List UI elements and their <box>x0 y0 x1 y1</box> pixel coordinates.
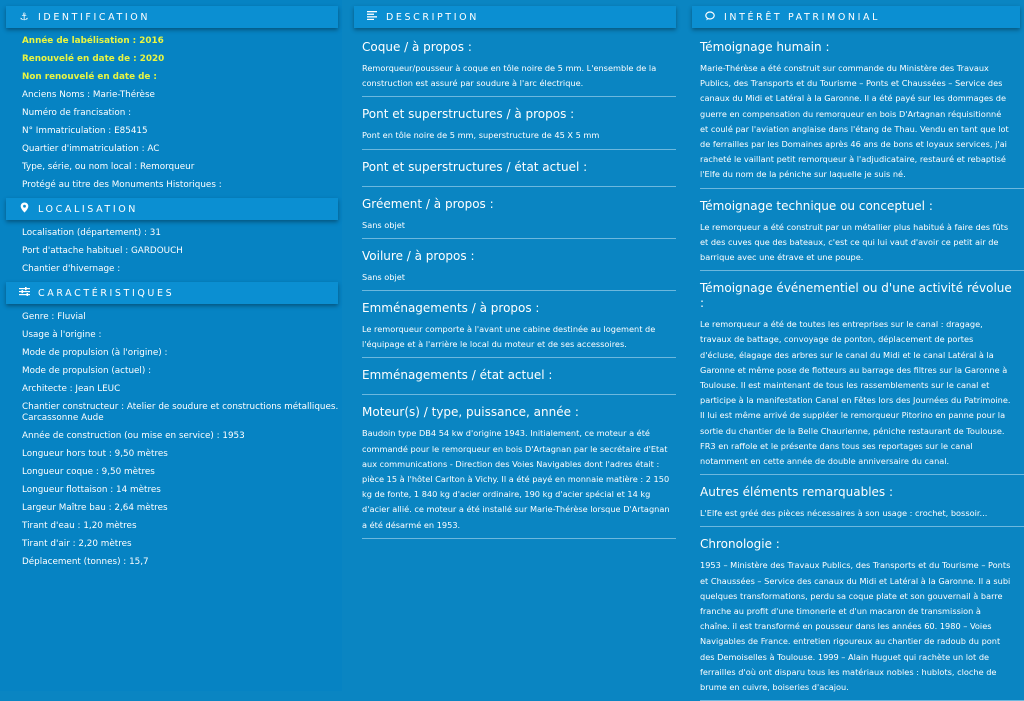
fact-row <box>22 330 342 341</box>
fact-row <box>22 108 342 119</box>
section-text: L'Elfe est gréé des pièces nécessaires à son usage : crochet, bossoir... <box>700 508 988 519</box>
fact-label: Renouvelé en date de : <box>22 54 137 64</box>
fact-label: Type, série, ou nom local : <box>22 162 138 172</box>
fact-label: Quartier d'immatriculation : <box>22 144 145 154</box>
fact-value: E85415 <box>114 126 148 136</box>
fact-label: Anciens Noms : <box>22 90 91 100</box>
section-text: Remorqueur/pousseur à coque en tôle noire de 5 mm. L'ensemble de la construction est assuré par soudure à l'arc électrique. <box>362 63 657 89</box>
fact-label: Mode de propulsion (actuel) : <box>22 366 152 376</box>
description-sections <box>348 28 680 539</box>
section-heading: Témoignage événementiel ou d'une activité révolue : <box>700 281 1012 311</box>
fact-row <box>22 162 342 173</box>
sliders-icon <box>18 287 30 299</box>
fact-label: Chantier d'hivernage : <box>22 264 121 274</box>
fact-row <box>22 557 342 568</box>
caracteristiques-facts <box>0 304 342 568</box>
fact-row <box>22 54 342 65</box>
section-heading: Gréement / à propos : <box>362 196 494 211</box>
fact-row <box>22 72 342 83</box>
fact-label: Chantier constructeur : <box>22 402 125 412</box>
fact-label: Mode de propulsion (à l'origine) : <box>22 348 168 358</box>
description-column <box>348 0 680 691</box>
fact-row <box>22 348 342 359</box>
fact-value: Jean LEUC <box>75 384 121 394</box>
interet-column <box>686 0 1024 691</box>
section-heading: Voilure / à propos : <box>362 248 475 263</box>
fact-value: 2,20 mètres <box>78 539 132 549</box>
fact-value: AC <box>147 144 160 154</box>
fact-value: 31 <box>149 228 161 238</box>
section-text: Baudoin type DB4 54 kw d'origine 1943. Initialement, ce moteur a été commandé pour le remorqueur en bois D'Artagnan par le secrétaire d'Etat aux communications - Direction des Voies Navigables dont l'adres était : pièce 15 à l'hôtel Carlton à Vichy. Il a été payé en monnaie matière : 2 150 kg de fonte, 1 840 kg d'acier ordinaire, 190 kg d'acier spécial et 14 kg d'acier allié. ce moteur a été installé sur Marie-Thérèse lorsque D'Artagnan a été désarmé en 1953. <box>362 428 670 530</box>
section-text: Le remorqueur a été construit par un métallier plus habitué à faire des fûts et des cuves que des bateaux, c'est ce qui lui vaut d'avoir ce petit air de barrique avec une étrave et une poupe. <box>700 221 1009 263</box>
fact-value: 15,7 <box>129 557 149 567</box>
fact-row <box>22 246 342 257</box>
fact-row <box>22 384 342 395</box>
section-text: Marie-Thérèse a été construit sur commande du Ministère des Travaux Publics, des Transports et du Tourisme – Ponts et Chaussées – Service des canaux du Midi et Latéral à la Garonne. Il a été payé sur les dommages de guerre en compensation du remorqueur en bois D'Artagnan réquisitionné et coulé par l'aviation anglaise dans l'étang de Thau. Vendu en tant que lot de ferrailles par les Domaines après 46 ans de bons et loyaux services, j'ai racheté le vaillant petit remorqueur à l'adjudicataire, restauré et rebaptisé l'Elfe du nom de la péniche sur laquelle je suis né. <box>700 63 1009 180</box>
fact-row <box>22 431 342 442</box>
fact-row <box>22 36 342 47</box>
section-heading: Emménagements / à propos : <box>362 301 540 316</box>
section-heading: Coque / à propos : <box>362 40 472 54</box>
fact-value: 14 mètres <box>116 485 161 495</box>
content-section <box>700 527 1024 701</box>
content-section <box>362 187 676 239</box>
fact-value: 2016 <box>139 36 164 46</box>
fact-row <box>22 521 342 532</box>
description-header <box>354 6 676 28</box>
fact-label: Longueur coque : <box>22 467 99 477</box>
content-section <box>700 189 1024 272</box>
comment-icon <box>704 11 716 24</box>
content-section <box>700 271 1024 475</box>
section-heading: Pont et superstructures / à propos : <box>362 107 575 122</box>
fact-row <box>22 467 342 478</box>
section-text: Le remorqueur a été de toutes les entreprises sur le canal : dragage, travaux de battage, convoyage de ponton, déplacement de portes d'écluse, élagage des arbres sur le canal du Midi et le canal Latéral à la Garonne et même pose de flotteurs au barrage des filtres sur la Garonne à Toulouse. Il est maintenant de tous les rassemblements sur le canal et participe à la manifestation Canal en Fêtes lors des Journées du Patrimoine. Il lui est même arrivé de suppléer le remorqueur Pitorino en panne pour la sortie du chantier de la Belle Chaurienne, péniche restaurant de Toulouse. FR3 en raffole et le présente dans tous ses reportages sur le canal notamment en cette année de double anniversaire du canal. <box>700 319 1011 467</box>
fact-label: Numéro de francisation : <box>22 108 132 118</box>
fact-label: N° Immatriculation : <box>22 126 112 136</box>
left-column <box>0 0 342 691</box>
caracteristiques-header <box>6 282 338 304</box>
fact-label: Usage à l'origine : <box>22 330 102 340</box>
fact-value: 9,50 mètres <box>114 449 168 459</box>
fact-label: Genre : <box>22 312 55 322</box>
content-section <box>362 395 676 538</box>
content-section <box>362 239 676 291</box>
fact-row <box>22 312 342 323</box>
fact-label: Année de labélisation : <box>22 36 137 46</box>
content-section <box>362 358 676 395</box>
fact-row <box>22 90 342 101</box>
fact-row <box>22 402 342 424</box>
fact-row <box>22 264 342 275</box>
fact-value: GARDOUCH <box>130 246 183 256</box>
interet-sections <box>686 28 1024 701</box>
fact-label: Longueur flottaison : <box>22 485 114 495</box>
content-section <box>362 97 676 149</box>
fact-row <box>22 180 342 191</box>
fact-value: Marie-Thérèse <box>92 90 155 100</box>
fact-label: Largeur Maître bau : <box>22 503 112 513</box>
fact-value: Atelier de soudure et constructions métalliques. Carcassonne Aude <box>22 402 339 423</box>
fact-label: Année de construction (ou mise en service) : <box>22 431 220 441</box>
section-text: Pont en tôle noire de 5 mm, superstructure de 45 X 5 mm <box>362 130 600 141</box>
fact-row <box>22 449 342 460</box>
section-heading: Moteur(s) / type, puissance, année : <box>362 405 579 420</box>
fact-value: 2,64 mètres <box>114 503 168 513</box>
fact-value: 2020 <box>139 54 165 64</box>
fact-label: Protégé au titre des Monuments Historiques : <box>22 180 222 190</box>
section-heading: Chronologie : <box>700 537 780 552</box>
fact-row <box>22 228 342 239</box>
fact-label: Port d'attache habituel : <box>22 246 129 256</box>
fact-row <box>22 126 342 137</box>
fact-label: Non renouvelé en date de : <box>22 72 157 82</box>
section-heading: Pont et superstructures / état actuel : <box>362 159 588 174</box>
localisation-facts <box>0 220 342 275</box>
section-heading: Autres éléments remarquables : <box>700 485 894 500</box>
caracteristiques-title: CARACTÉRISTIQUES <box>38 287 175 299</box>
fact-row <box>22 485 342 496</box>
identification-header <box>6 6 338 28</box>
content-section <box>700 30 1024 189</box>
identification-facts <box>0 28 342 191</box>
content-section <box>700 475 1024 527</box>
interet-title: INTÉRÊT PATRIMONIAL <box>724 11 881 23</box>
section-heading: Emménagements / état actuel : <box>362 368 553 383</box>
fact-label: Tirant d'eau : <box>22 521 81 531</box>
section-text: Sans objet <box>362 271 406 282</box>
localisation-header <box>6 198 338 220</box>
description-title: DESCRIPTION <box>386 11 479 23</box>
content-section <box>362 30 676 97</box>
align-left-icon <box>366 11 378 23</box>
content-section <box>362 150 676 187</box>
identification-title: IDENTIFICATION <box>38 11 151 23</box>
fact-label: Localisation (département) : <box>22 228 147 238</box>
fact-value: Remorqueur <box>140 162 195 172</box>
anchor-icon: ⚓ <box>19 11 29 23</box>
section-text: Le remorqueur comporte à l'avant une cabine destinée au logement de l'équipage et à l'arrière le local du moteur et de ses accessoires. <box>362 324 656 350</box>
fact-row <box>22 503 342 514</box>
localisation-title: LOCALISATION <box>38 203 139 215</box>
fact-value: 1953 <box>222 431 245 441</box>
fact-row <box>22 539 342 550</box>
fact-row <box>22 144 342 155</box>
fact-value: Fluvial <box>57 312 86 322</box>
fact-label: Déplacement (tonnes) : <box>22 557 127 567</box>
fact-label: Longueur hors tout : <box>22 449 112 459</box>
fact-value: 1,20 mètres <box>83 521 137 531</box>
interet-header <box>692 6 1020 28</box>
fact-value: 9,50 mètres <box>101 467 155 477</box>
fact-row <box>22 366 342 377</box>
section-text: 1953 – Ministère des Travaux Publics, des Transports et du Tourisme – Ponts et Chaussées – Service des canaux du Midi et Latéral à la Garonne. Il a subi quelques transformations, perdu sa coque plate et son gouvernail à barre franche au profit d'une timonerie et d'un macaron de transmission à chaîne. il est transformé en pousseur dans les années 60. 1980 – Voies Navigables de France. entretien rigoureux au chantier de radoub du pont des Demoiselles à Toulouse. 1999 – Alain Huguet qui rachète un lot de ferrailles d'où ont disparu tous les matériaux nobles : hublots, cloche de brume en cuivre, boiseries d'acajou. <box>700 560 1011 693</box>
fact-label: Architecte : <box>22 384 73 394</box>
map-pin-icon <box>18 202 30 216</box>
section-text: Sans objet <box>362 219 406 230</box>
section-heading: Témoignage humain : <box>700 40 830 54</box>
section-heading: Témoignage technique ou conceptuel : <box>700 198 933 213</box>
content-section <box>362 291 676 358</box>
fact-label: Tirant d'air : <box>22 539 76 549</box>
